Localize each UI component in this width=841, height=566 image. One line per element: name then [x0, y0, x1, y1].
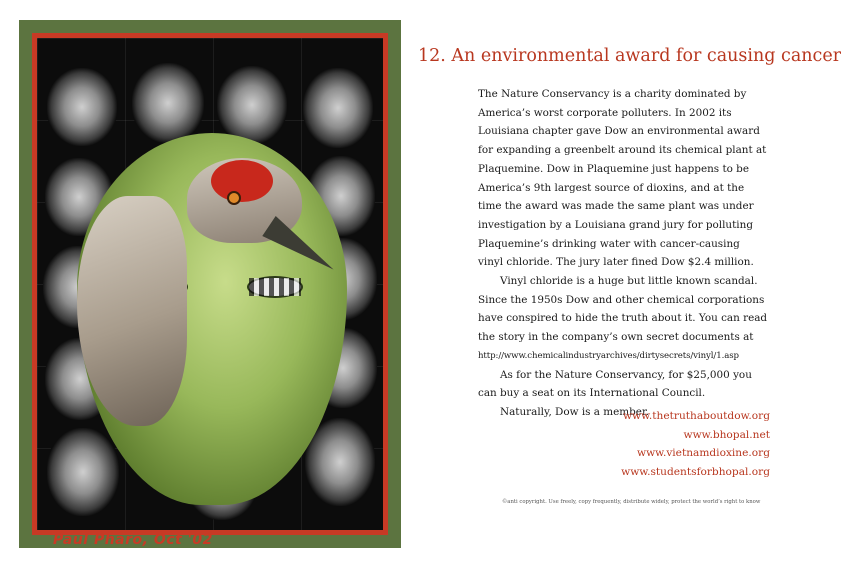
brain-scan [47, 68, 117, 146]
artist-signature: Paul Pharo, Oct '02 [53, 532, 213, 548]
link-vietnamdioxine[interactable]: www.vietnamdioxine.org [637, 447, 770, 459]
website-links [621, 407, 770, 481]
paragraph-dow-member: Naturally, Dow is a member. [500, 405, 650, 418]
paragraph-award: The Nature Conservancy is a charity dominated by America’s worst corporate polluters. In 2002 its Louisiana chapter gave Dow an environmental award for expanding a greenbelt around its chemical plant at Plaquemine. Dow in Plaquemine just happens to be America’s 9th largest source of dioxins, and at the time the award was made the same plant was under investigation by a Louisiana grand jury for polluting Plaquemine’s drinking water with cancer-causing vinyl chloride. The jury later fined Dow $2.4 million. [478, 88, 767, 269]
crane-eye [227, 191, 241, 205]
link-thetruthaboutdow[interactable]: www.thetruthaboutdow.org [622, 410, 770, 422]
brain-scan [303, 68, 373, 148]
documents-url[interactable]: http://www.chemicalindustryarchives/dirtysecrets/vinyl/1.asp [478, 350, 739, 361]
artwork-frame [19, 20, 401, 548]
crane-red-crown [211, 160, 273, 202]
artwork-red-border [32, 33, 388, 548]
paragraph-nature-conservancy: As for the Nature Conservancy, for $25,000 you can buy a seat on its International Council. [478, 368, 752, 400]
brain-scan [132, 63, 204, 143]
paragraph-vinyl-chloride: Vinyl chloride is a huge but little known scandal. Since the 1950s Dow and other chemical corporations have conspired to hide the truth about it. You can read the story in the company’s own secret documents at [478, 275, 768, 344]
page-title: 12. An environmental award for causing cancer [418, 46, 841, 66]
link-bhopal[interactable]: www.bhopal.net [683, 428, 770, 441]
artwork-collage [37, 38, 383, 548]
brain-scan [217, 66, 287, 144]
article-body [478, 85, 768, 422]
brain-scan [47, 428, 119, 516]
link-studentsforbhopal[interactable]: www.studentsforbhopal.org [621, 465, 770, 478]
copyright-footer: ©anti copyright. Use freely, copy frequently, distribute widely, protect the world’s right to know [502, 499, 761, 505]
mask-eye-right [247, 276, 303, 298]
